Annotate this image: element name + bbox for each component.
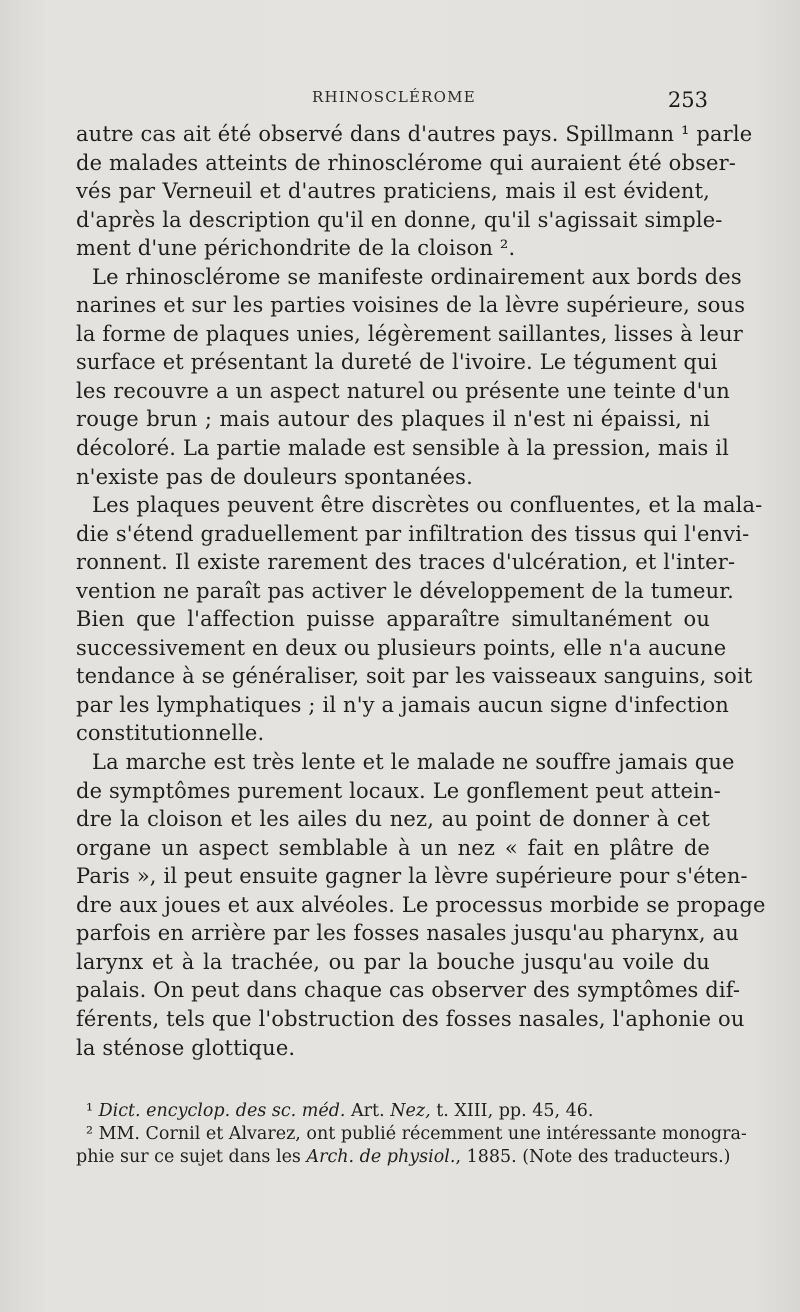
text-line: férents, tels que l'obstruction des fosses nasales, l'aphonie ou: [76, 1006, 745, 1031]
text-line: Bien que l'affection puisse apparaître simultanément ou: [76, 607, 710, 632]
text-line: successivement en deux ou plusieurs points, elle n'a aucune: [76, 635, 727, 660]
text-line: constitutionnelle.: [76, 721, 265, 746]
page-number: 253: [667, 88, 708, 112]
paragraph-1: [76, 120, 753, 263]
text-line: vés par Verneuil et d'autres praticiens, mais il est évident,: [76, 179, 710, 204]
footnotes: [76, 1100, 747, 1169]
text-line: La marche est très lente et le malade ne souffre jamais que: [92, 750, 735, 775]
footnote-citation-title: Dict. encyclop. des sc. méd.: [98, 1101, 346, 1121]
text-line: rouge brun ; mais autour des plaques il n'est ni épaissi, ni: [76, 407, 710, 432]
text-line: die s'étend graduellement par infiltration des tissus qui l'envi-: [76, 521, 750, 546]
text-line: décoloré. La partie malade est sensible à la pression, mais il: [76, 436, 730, 461]
text-line: palais. On peut dans chaque cas observer des symptômes dif-: [76, 978, 741, 1003]
footnote-text: t. XIII, pp. 45, 46.: [430, 1101, 594, 1121]
text-line: de malades atteints de rhinosclérome qui auraient été obser-: [76, 150, 737, 175]
text-line: narines et sur les parties voisines de la lèvre supérieure, sous: [76, 293, 746, 318]
text-line: par les lymphatiques ; il n'y a jamais aucun signe d'infection: [76, 692, 729, 717]
footnote-text: phie sur ce sujet dans les: [76, 1147, 307, 1167]
paragraph-2: [76, 263, 746, 491]
paragraph-4: [76, 748, 766, 1062]
footnote-text: , 1885. (Note des traducteurs.): [455, 1147, 731, 1167]
footnote-1: [76, 1100, 710, 1123]
running-title: RHINOSCLÉROME: [312, 88, 476, 106]
footnote-journal: Arch. de physiol.: [306, 1147, 456, 1167]
text-line: vention ne paraît pas activer le développement de la tumeur.: [76, 578, 734, 603]
text-line: dre la cloison et les ailes du nez, au point de donner à cet: [76, 807, 710, 832]
text-line: organe un aspect semblable à un nez « fait en plâtre de: [76, 835, 710, 860]
text-line: n'existe pas de douleurs spontanées.: [76, 464, 473, 489]
text-line: de symptômes purement locaux. Le gonflement peut attein-: [76, 778, 721, 803]
footnote-article: Nez,: [390, 1101, 431, 1121]
text-line: Le rhinosclérome se manifeste ordinairement aux bords des: [92, 264, 742, 289]
text-line: la sténose glottique.: [76, 1035, 296, 1060]
text-line: les recouvre a un aspect naturel ou présente une teinte d'un: [76, 378, 730, 403]
text-line: dre aux joues et aux alvéoles. Le processus morbide se propage: [76, 892, 766, 917]
text-line: d'après la description qu'il en donne, qu'il s'agissait simple-: [76, 207, 723, 232]
footnote-2: ² MM. Cornil et Alvarez, ont publié récemment une intéressante monogra-: [86, 1124, 747, 1144]
text-line: autre cas ait été observé dans d'autres pays. Spillmann ¹ parle: [76, 122, 753, 146]
text-line: surface et présentant la dureté de l'ivoire. Le tégument qui: [76, 350, 718, 375]
footnote-marker: ¹: [86, 1101, 94, 1121]
text-line: la forme de plaques unies, légèrement saillantes, lisses à leur: [76, 321, 743, 346]
text-line: Les plaques peuvent être discrètes ou confluentes, et la mala-: [92, 493, 763, 518]
text-line: Paris », il peut ensuite gagner la lèvre supérieure pour s'éten-: [76, 864, 748, 889]
footnote-text: Art.: [345, 1101, 391, 1121]
text-line: larynx et à la trachée, ou par la bouche jusqu'au voile du: [76, 949, 710, 974]
text-line: parfois en arrière par les fosses nasales jusqu'au pharynx, au: [76, 921, 739, 946]
text-line: tendance à se généraliser, soit par les vaisseaux sanguins, soit: [76, 664, 753, 689]
body-text: [76, 120, 766, 1062]
text-line: ment d'une périchondrite de la cloison ².: [76, 236, 516, 261]
footnote-2-continued: [76, 1146, 731, 1169]
paragraph-3: [76, 491, 763, 748]
text-line: ronnent. Il existe rarement des traces d'ulcération, et l'inter-: [76, 550, 736, 575]
running-header: [76, 88, 710, 112]
